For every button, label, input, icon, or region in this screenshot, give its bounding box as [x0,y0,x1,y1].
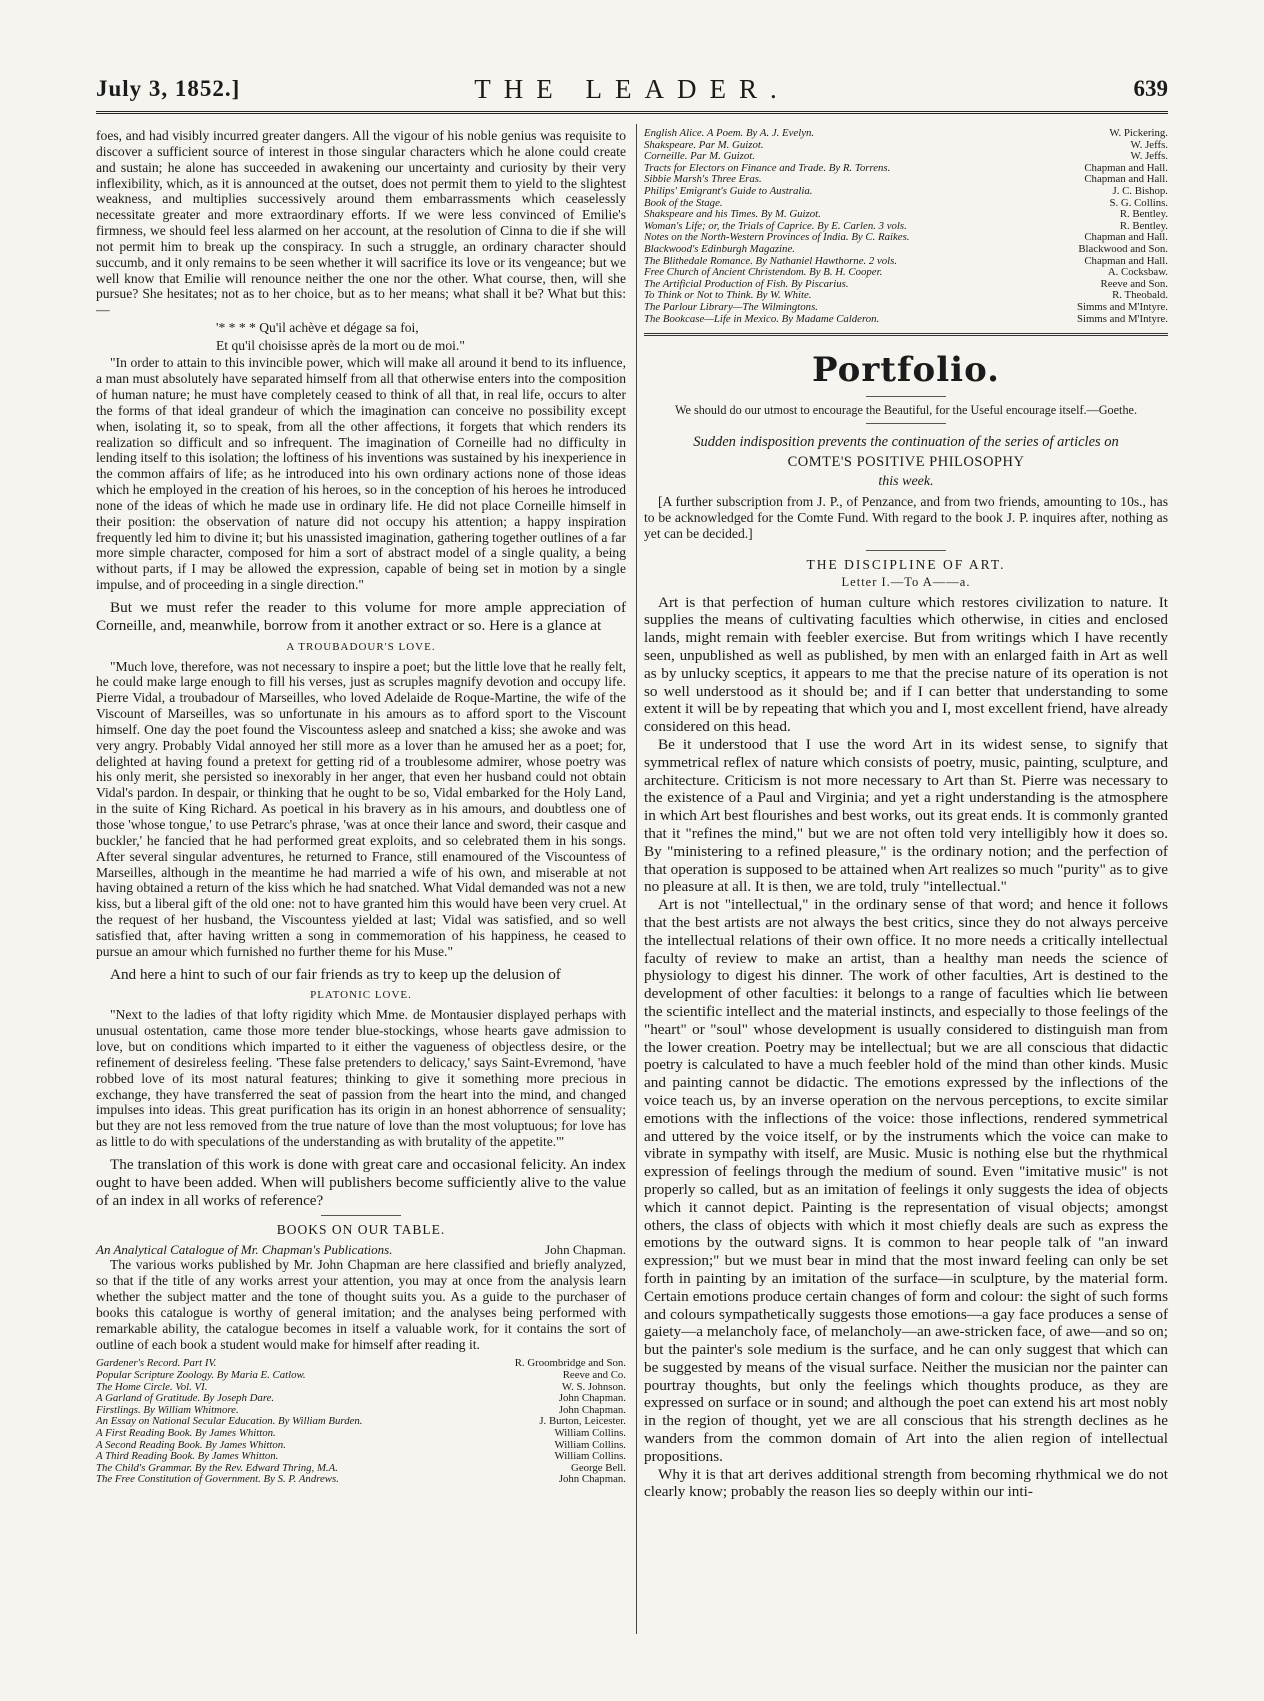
letter-heading: Letter I.—To A——a. [841,574,971,589]
book-entry: A First Reading Book. By James Whitton. William Collins. [96,1427,626,1439]
book-entry: Corneille. Par M. Guizot. W. Jeffs. [644,150,1168,163]
indisposition-notice: Sudden indisposition prevents the continuation of the series of articles on [693,434,1119,451]
book-entry: Shakspeare. Par M. Guizot. W. Jeffs. [644,138,1168,151]
book-entry: Free Church of Ancient Christendom. By B. H. Cooper. A. Cocksbaw. [644,266,1168,279]
book-entry: A Garland of Gratitude. By Joseph Dare. John Chapman. [96,1392,626,1405]
this-week: this week. [878,474,934,490]
book-entry: Firstlings. By William Whitmore. John Chapman. [96,1403,626,1416]
article-paragraph: Why it is that art derives additional strength from becoming rhythmical we do not clearly know; probably the reason lies so deeply within our inti- [644,1465,1168,1501]
book-entry: A Second Reading Book. By James Whitton. William Collins. [96,1438,626,1451]
book-list-right [644,128,1168,325]
quoted-paragraph: "Much love, therefore, was not necessary to inspire a poet; but the little love that he really felt, he could make large enough to fill his verses, just as scruples magnify devotion and occupy life. Pierre Vidal, a troubadour of Marseilles, who loved Adelaide de Roque-Martine, the wife of the Viscount of Marseilles, was so unfortunate in his amours as to afford sport to the Viscount himself. One day the poet found the Viscountess asleep and snatched a kiss; she awoke and was very angry. Probably Vidal annoyed her still more as a lover than he amused her as a poet; for, delighted at having found a pretext for getting rid of a troublesome admirer, whose poetry was his only merit, she persisted so inexorably in her anger, that even her husband could not obtain Vidal's pardon. In despair, or thinking that he ought to be so, Vidal embarked for the Holy Land, in the suite of King Richard. As poetical in his bravery as in his amours, and doubtless one of those 'whose tongue,' to use Petrarc's phrase, 'was at once their lance and sword, their casque and buckler,' he fancied that he had performed great exploits, and so celebrated them in his songs. After several singular adventures, he returned to France, still enamoured of the Viscountess of Marseilles, although in the meantime he had married a wife of his own, and miserable at not having obtained a return of the kiss which he had snatched. What Vidal demanded was not a new kiss, but a liberal gift of the old one: not to have granted him this would have been very cruel. At the request of her husband, the Viscountess yielded at last; Vidal was satisfied, and so well satisfied that, after having written a song in commemoration of his happiness, he ceased to pursue an amour which furnished no further theme for his Muse." [96,658,626,959]
book-list-left [96,1358,626,1486]
book-entry: Popular Scripture Zoology. By Maria E. Catlow. Reeve and Co. [96,1369,626,1382]
subheading-platonic: PLATONIC LOVE. [310,989,412,1002]
book-entry: Tracts for Electors on Finance and Trade. By R. Torrens. Chapman and Hall. [644,161,1168,174]
book-entry: The Blithedale Romance. By Nathaniel Hawthorne. 2 vols. Chapman and Hall. [644,254,1168,267]
subheading-troubadour: A TROUBADOUR'S LOVE. [286,640,436,653]
book-entry: The Bookcase—Life in Mexico. By Madame Calderon. Simms and M'Intyre. [644,312,1168,325]
header-rule [96,111,1168,114]
article-paragraph: Be it understood that I use the word Art in its widest sense, to signify that symmetrical reflex of nature which consists of poetry, music, painting, sculpture, and architecture. Criticism is not more necessary to Art than St. Pierre was necessary to the existence of a Paul and Virginia; and yet a right understanding is the atmosphere in which Art best flourishes and best works, out its great ends. It is commonly granted that it "refines the mind," but we are not often told very intelligibly how it does so. By "ministering to a refined pleasure," is the ordinary notion; and the perfection of that operation is supposed to be attained when Art realizes so much "purity" as to give no pleasure at all. It is then, we are told, truly "intellectual." [644,736,1168,896]
article-paragraph: Art is that perfection of human culture which restores civilization to nature. It supplies the means of cultivating faculties which otherwise, in cities and enclosed lands, might remain with feebler exercise. But from writings which I have recently seen, unpublished as well as published, by men with an enlarged faith in Art as well as by unlucky sceptics, it appears to me that the precise nature of its operation is not so well understood as it should be; and if I can better that understanding to some extent it will be by repeating that which you and I, most excellent friend, have already considered on this head. [644,593,1168,736]
paragraph: And here a hint to such of our fair friends as try to keep up the delusion of [110,965,561,983]
book-entry: The Artificial Production of Fish. By Piscarius. Reeve and Son. [644,277,1168,290]
page-header [96,72,1168,106]
book-entry: The Home Circle. Vol. VI. W. S. Johnson. [96,1380,626,1393]
catalogue-title: An Analytical Catalogue of Mr. Chapman's Publications. [96,1242,393,1258]
separator [321,1215,401,1216]
book-entry: Gardener's Record. Part IV. R. Groombridge and Son. [96,1357,626,1370]
paragraph: The various works published by Mr. John Chapman are here classified and briefly analyzed, so that if the title of any works arrest your attention, you may at once from the analysis learn whether the subject matter and the tone of thought suits you. As a guide to the purchaser of books this catalogue is worthy of general imitation; and the analyses being performed with remarkable ability, the catalogue becomes in itself a valuable work, for it contains the sort of outline of each book a student would make for himself after reading it. [96,1257,626,1352]
column-divider [636,124,637,1634]
book-entry: Book of the Stage. S. G. Collins. [644,196,1168,209]
separator [866,423,946,424]
book-entry: To Think or Not to Think. By W. White. R. Theobald. [644,289,1168,302]
page-number: 639 [1133,76,1168,101]
separator [866,550,946,551]
book-entry: English Alice. A Poem. By A. J. Evelyn. W. Pickering. [644,127,1168,139]
book-entry: The Child's Grammar. By the Rev. Edward Thring, M.A. George Bell. [96,1461,626,1474]
book-entry: Shakspeare and his Times. By M. Guizot. R. Bentley. [644,208,1168,221]
book-entry: Blackwood's Edinburgh Magazine. Blackwood and Son. [644,242,1168,255]
paragraph: The translation of this work is done with great care and occasional felicity. An index ought to have been added. When will publishers become sufficiently alive to the value of an index in all works of reference? [96,1155,626,1209]
verse-line: '* * * * Qu'il achève et dégage sa foi, [216,320,419,336]
paragraph: foes, and had visibly incurred greater dangers. All the vigour of his noble genius was requisite to discover a sufficient source of interest in those singular characters which he alone could create and sustain; he alone has succeeded in awakening our uncertainty and curiosity by their very inflexibility, which, as it is announced at the outset, does not permit them to yield to the slightest weakness, and multiplies successively around them embarrassments which ceaselessly necessitate greater and more extraordinary efforts. If we were less convinced of Emilie's firmness, we should feel less alarmed on her account, at the resolution of Cinna to die if she will not permit him to break up the conspiracy. In such a struggle, an ordinary character should succumb, and it only remains to be seen whether it will sacrifice its love or its vengeance; but we well know that Emilie will renounce neither the one nor the other. What course, then, will she pursue? She hesitates; not as to her choice, but as to her means; what shall it be? What but this:— [96,128,626,318]
catalogue-entry [96,1242,626,1257]
quoted-paragraph: "In order to attain to this invincible power, which will make all around it bend to its influence, a man must absolutely have separated himself from all that otherwise enters into the composition of human nature; he must have completely ceased to think of all that, in real life, occurs to alter the forms of that ideal grandeur of which the imagination can conceive no possibility except when, isolating it, so to speak, from all the other affections, it forgets that which renders its realization so difficult and so infrequent. The imagination of Corneille had no difficulty in lending itself to this isolation; the loftiness of his inventions was sustained by his inexperience in the common affairs of life; as he introduced into his own ordinary actions none of those ideas which he employed in the creation of his heroes, so in the conception of his heroes he introduced none of the ideas of which he made use in ordinary life. He did not place Corneille himself in their position: the observation of nature did not occupy his attention; a happy inspiration frequently led him to divine it; but his unassisted imagination, gathering together outlines of a far more simple character, composed for him a sort of abstract model of a single quality, a being without parts, if I may be allowed the expression, capable of being set in motion by a single impulse, and of proceeding in a single direction." [96,355,626,593]
paragraph: But we must refer the reader to this volume for more ample appreciation of Corneille, and, meanwhile, borrow from it another extract or so. Here is a glance at [96,598,626,634]
comte-heading: COMTE'S POSITIVE PHILOSOPHY [787,454,1025,471]
portfolio-title: Portfolio. [811,350,1000,391]
book-entry: A Third Reading Book. By James Whitton. William Collins. [96,1450,626,1463]
verse-line: Et qu'il choisisse après de la mort ou de moi." [216,337,465,353]
masthead-title: THE LEADER. [474,74,790,104]
books-heading: BOOKS ON OUR TABLE. [276,1222,446,1238]
goethe-motto: We should do our utmost to encourage the Beautiful, for the Useful encourage itself.—Goethe. [674,403,1137,418]
book-entry: Philips' Emigrant's Guide to Australia. J. C. Bishop. [644,184,1168,197]
issue-date: July 3, 1852.] [96,76,241,101]
discipline-title: THE DISCIPLINE OF ART. [806,556,1006,572]
right-column [644,128,1168,1501]
separator [866,396,946,397]
subscription-note: [A further subscription from J. P., of Penzance, and from two friends, amounting to 10s., has to be acknowledged for the Comte Fund. With regard to the book J. P. inquires after, nothing as yet can be decided.] [644,494,1168,541]
section-rule [644,333,1168,336]
quoted-paragraph: "Next to the ladies of that lofty rigidity which Mme. de Montausier displayed perhaps with unusual ostentation, came those more tender blue-stockings, whose hearts gave admission to love, but on conditions which imparted to it either the vagueness of objectless desire, or the refinement of desireless feeling. 'These false pretenders to delicacy,' says Saint-Evremond, 'have robbed love of its most natural features; thinking to give it something more precious in exchange, they have transferred the seat of passion from the heart into the mind, and changed impulses into ideas. This great purification has its origin in an honest abhorrence of sensuality; but they are not less removed from the true nature of love than the most voluptuous; for love has as little to do with speculations of the understanding as with brutality of the appetite.'" [96,1007,626,1150]
book-entry: Notes on the North-Western Provinces of India. By C. Raikes. Chapman and Hall. [644,231,1168,244]
left-column [96,128,626,1486]
book-entry: An Essay on National Secular Education. By William Burden. J. Burton, Leicester. [96,1415,626,1428]
article-paragraph: Art is not "intellectual," in the ordinary sense of that word; and hence it follows that the best artists are not always the best critics, since they do not always perceive the intellectual relations of their own office. It no more needs a critically intellectual faculty of review to make an artist, than a healthy man needs the science of physiology to digest his dinner. The work of other faculties, Art is destined to the development of other faculties: it belongs to a range of faculties which lie between the scientific intellect and the material instincts, and especially to those feelings of the "heart" or "soul" whose development is usually considered to distinguish man from the lower creation. Poetry may be intellectual; but we are all conscious that didactic poetry is calculated to have a much feebler hold of the mind than other kinds. Music and painting cannot be didactic. The emotions expressed by the inflections of the voice teach us, by an inverse operation on the nervous perceptions, to excite similar emotions with the inflections of the voice: those inflections, rendered symmetrical and uttered by the voice itself, or by the instruments which the voice can make to vibrate in sympathy with itself, are Music. Music is nothing else but the rhythmical expression of feelings through the medium of sound. Even "imitative music" is not properly so called, but as an imitation of feelings it only suggests the idea of objects which it cannot depict. Painting is the representation of visual objects; amongst others, the class of objects with which it most chiefly deals are such as express the emotions by the outward signs. It is common to hear people talk of "an inward expression;" but we must bear in mind that the most inward feeling can only be set forth in painting by an imitation of the surface—in sculpture, by the material form. Certain emotions produce certain changes of form and colour: the sight of such forms and colours sympathetically suggests those emotions—a gay face produces a sense of gaiety—a melancholy face, of melancholy—an awe-stricken face, of awe—and so on; but the painter's sole medium is the surface, and he can only suggest that which can be suggested by means of the visual surface. Neither the musician nor the painter can pourtray thoughts, but only the feelings which thoughts produce, as they are expressed on surface or in sound; and although the poet can extend his art most nobly in the region of thought, yet we are all conscious that his strength declines as he wanders from the common domain of Art into the alien region of intellectual propositions. [644,896,1168,1465]
book-entry: The Free Constitution of Government. By S. P. Andrews. John Chapman. [96,1473,626,1486]
book-entry: Sibbie Marsh's Three Eras. Chapman and Hall. [644,173,1168,186]
catalogue-publisher: John Chapman. [545,1242,626,1258]
book-entry: The Parlour Library—The Wilmingtons. Simms and M'Intyre. [644,300,1168,313]
book-entry: Woman's Life; or, the Trials of Caprice. By E. Carlen. 3 vols. R. Bentley. [644,219,1168,232]
